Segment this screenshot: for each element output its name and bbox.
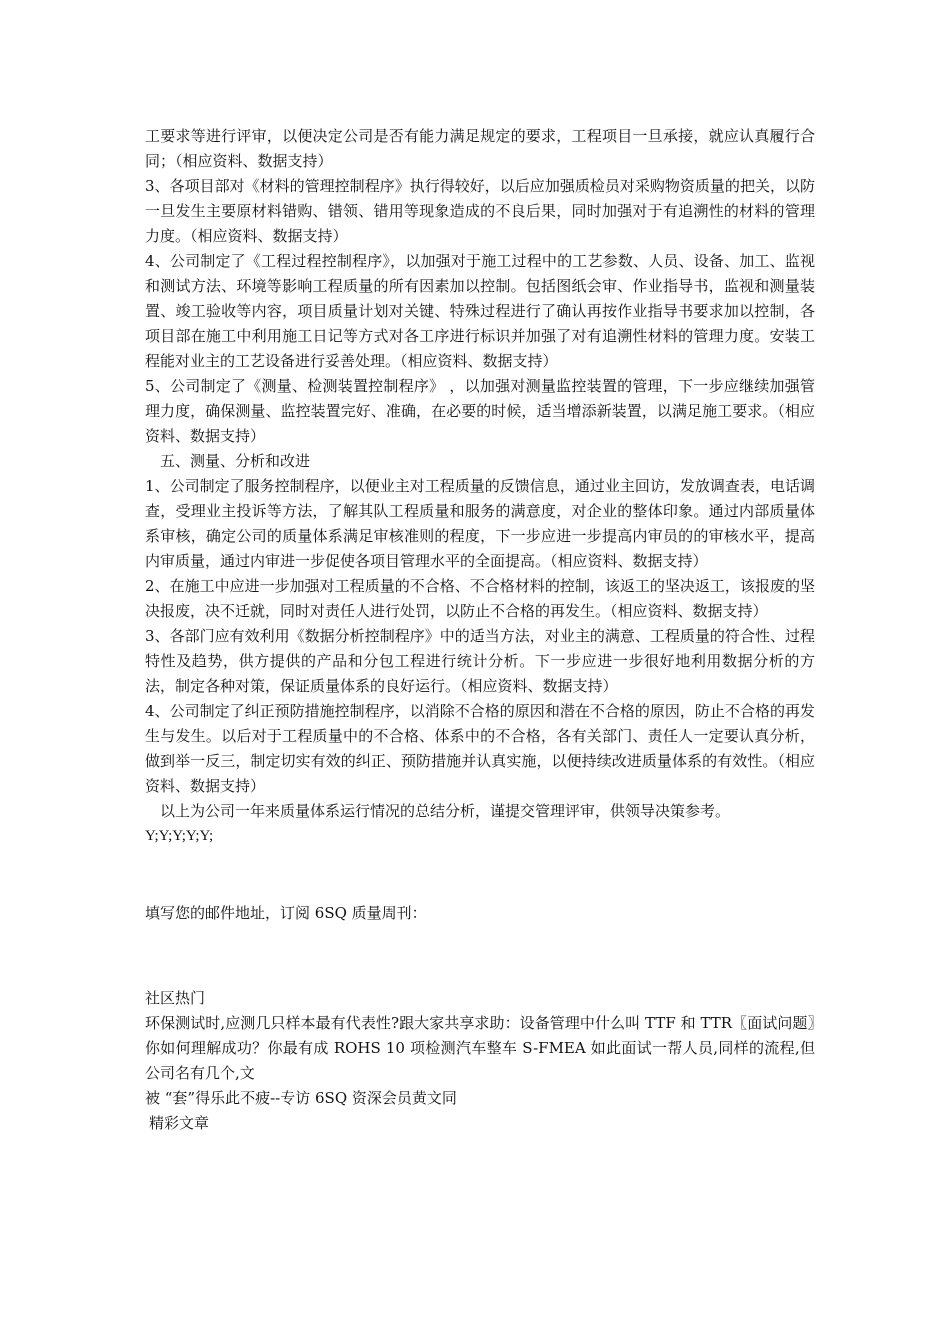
paragraph: 1、公司制定了服务控制程序，以便业主对工程质量的反馈信息，通过业主回访，发放调查表，电话调查，受理业主投诉等方法，了解其队工程质量和服务的满意度，对企业的整体印象。通过内部质量体系审核，确定公司的质量体系满足审核准则的程度，下一步应进一步提高内审员的的审核水平，提高内审质量，通过内审进一步促使各项目管理水平的全面提高。（相应资料、数据支持）	[145, 477, 815, 570]
paragraph: 3、各部门应有效利用《数据分析控制程序》中的适当方法，对业主的满意、工程质量的符合性、过程特性及趋势，供方提供的产品和分包工程进行统计分析。下一步应进一步很好地利用数据分析的方法，制定各种对策，保证质量体系的良好运行。（相应资料、数据支持）	[145, 627, 815, 695]
paragraph: 工要求等进行评审，以便决定公司是否有能力满足规定的要求，工程项目一旦承接，就应认真履行合同；（相应资料、数据支持）	[145, 127, 815, 170]
summary-paragraph: 以上为公司一年来质量体系运行情况的总结分析，谨提交管理评审，供领导决策参考。	[160, 802, 731, 820]
document-body	[145, 124, 815, 1136]
community-title: 社区热门	[145, 989, 206, 1007]
hot-topics-links[interactable]: 环保测试时,应测几只样本最有代表性?跟大家共享求助：设备管理中什么叫 TTF 和 TTR〖面试问题〗你如何理解成功？你最有成 ROHS 10 项检测汽车整车 S-FMEA 如此面试一帮人员,同样的流程,但公司名有几个,文	[145, 1014, 815, 1082]
paragraph: 3、各项目部对《材料的管理控制程序》执行得较好，以后应加强质检员对采购物资质量的把关，以防一旦发生主要原材料错购、错领、错用等现象造成的不良后果，同时加强对于有追溯性的材料的管理力度。（相应资料、数据支持）	[145, 177, 815, 245]
subscribe-prompt: 填写您的邮件地址，订阅 6SQ 质量周刊：	[145, 904, 427, 922]
paragraph: 4、公司制定了纠正预防措施控制程序，以消除不合格的原因和潜在不合格的原因，防止不合格的再发生与发生。以后对于工程质量中的不合格、体系中的不合格，各有关部门、责任人一定要认真分析，做到举一反三，制定切实有效的纠正、预防措施并认真实施，以便持续改进质量体系的有效性。（相应资料、数据支持）	[145, 702, 815, 795]
spacer	[145, 926, 815, 986]
wonderful-articles-label: 精彩文章	[149, 1114, 210, 1132]
paragraph: 4、公司制定了《工程过程控制程序》，以加强对于施工过程中的工艺参数、人员、设备、加工、监视和测试方法、环境等影响工程质量的所有因素加以控制。包括图纸会审、作业指导书，监视和测量装置、竣工验收等内容，项目质量计划对关键、特殊过程进行了确认再按作业指导书要求加以控制，各项目部在施工中利用施工日记等方式对各工序进行标识并加强了对有追溯性材料的管理力度。安装工程能对业主的工艺设备进行妥善处理。（相应资料、数据支持）	[145, 252, 815, 370]
paragraph-list	[145, 124, 815, 824]
feature-article-link[interactable]: 被 “套”得乐此不疲--专访 6SQ 资深会员黄文同	[145, 1089, 457, 1107]
paragraph: 5、公司制定了《测量、检测装置控制程序》 ，以加强对测量监控装置的管理，下一步应继续加强管理力度，确保测量、监控装置完好、准确，在必要的时候，适当增添新装置，以满足施工要求。（相应资料、数据支持）	[145, 377, 815, 445]
code-line: Y;Y;Y;Y;Y;	[145, 828, 214, 844]
spacer	[145, 849, 815, 901]
paragraph: 2、在施工中应进一步加强对工程质量的不合格、不合格材料的控制，该返工的坚决返工，该报废的坚决报废，决不迁就，同时对责任人进行处罚，以防止不合格的再发生。（相应资料、数据支持）	[145, 577, 815, 620]
section-heading: 五、测量、分析和改进	[160, 452, 311, 470]
